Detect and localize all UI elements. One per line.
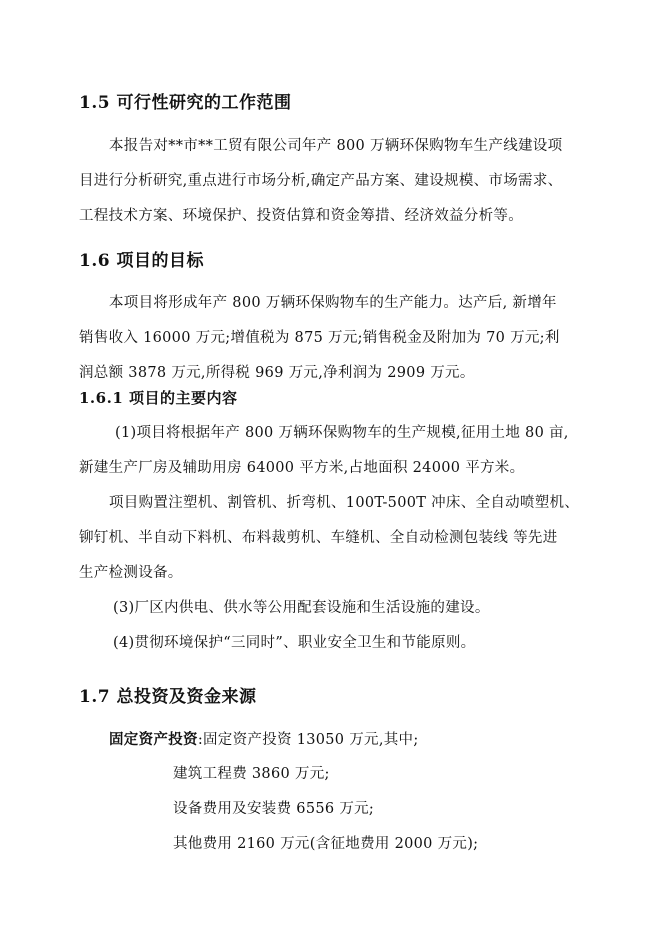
section-1-6-1-heading: 1.6.1 项目的主要内容 (79, 389, 238, 407)
content-item-2 (79, 486, 579, 591)
fixed-asset-text: :固定资产投资 13050 万元,其中; (197, 732, 419, 748)
fixed-asset-line (109, 722, 419, 758)
paragraph-line: (1)项目将根据年产 800 万辆环保购物车的生产规模,征用土地 80 亩, (115, 425, 569, 441)
paragraph-line: 本项目将形成年产 800 万辆环保购物车的生产能力。达产后, 新增年 (109, 295, 557, 311)
section-1-5-paragraph (79, 129, 562, 234)
paragraph-line: 销售收入 16000 万元;增值税为 875 万元;销售税金及附加为 70 万元;利 (79, 330, 560, 346)
content-item-4: (4)贯彻环境保护“三同时”、职业安全卫生和节能原则。 (113, 635, 476, 651)
paragraph-line: 工程技术方案、环境保护、投资估算和资金筹措、经济效益分析等。 (79, 208, 523, 224)
sub-item: 其他费用 2160 万元(含征地费用 2000 万元); (173, 836, 479, 852)
section-1-6-paragraph (79, 286, 560, 391)
paragraph-line: 润总额 3878 万元,所得税 969 万元,净利润为 2909 万元。 (79, 365, 475, 381)
sub-item: 建筑工程费 3860 万元; (173, 766, 330, 782)
paragraph-line: 目进行分析研究,重点进行市场分析,确定产品方案、建设规模、市场需求、 (79, 173, 563, 189)
paragraph-line: 新建生产厂房及辅助用房 64000 平方米,占地面积 24000 平方米。 (79, 460, 525, 476)
section-1-7-heading: 1.7 总投资及资金来源 (79, 687, 257, 707)
section-1-6-heading: 1.6 项目的目标 (79, 251, 204, 271)
paragraph-line: 本报告对**市**工贸有限公司年产 800 万辆环保购物车生产线建设项 (109, 138, 563, 154)
sub-item: 设备费用及安装费 6556 万元; (173, 801, 375, 817)
content-item-1 (79, 416, 569, 486)
fixed-asset-label: 固定资产投资 (109, 731, 198, 748)
content-item-3: (3)厂区内供电、供水等公用配套设施和生活设施的建设。 (113, 600, 490, 616)
sub-item-list (173, 757, 478, 862)
paragraph-line: 项目购置注塑机、割管机、折弯机、100T-500T 冲床、全自动喷塑机、 (109, 495, 580, 511)
paragraph-line: 生产检测设备。 (79, 565, 183, 581)
section-1-5-heading: 1.5 可行性研究的工作范围 (79, 93, 292, 113)
paragraph-line: 铆钉机、半自动下料机、布料裁剪机、车缝机、全自动检测包装线 等先进 (79, 530, 558, 546)
